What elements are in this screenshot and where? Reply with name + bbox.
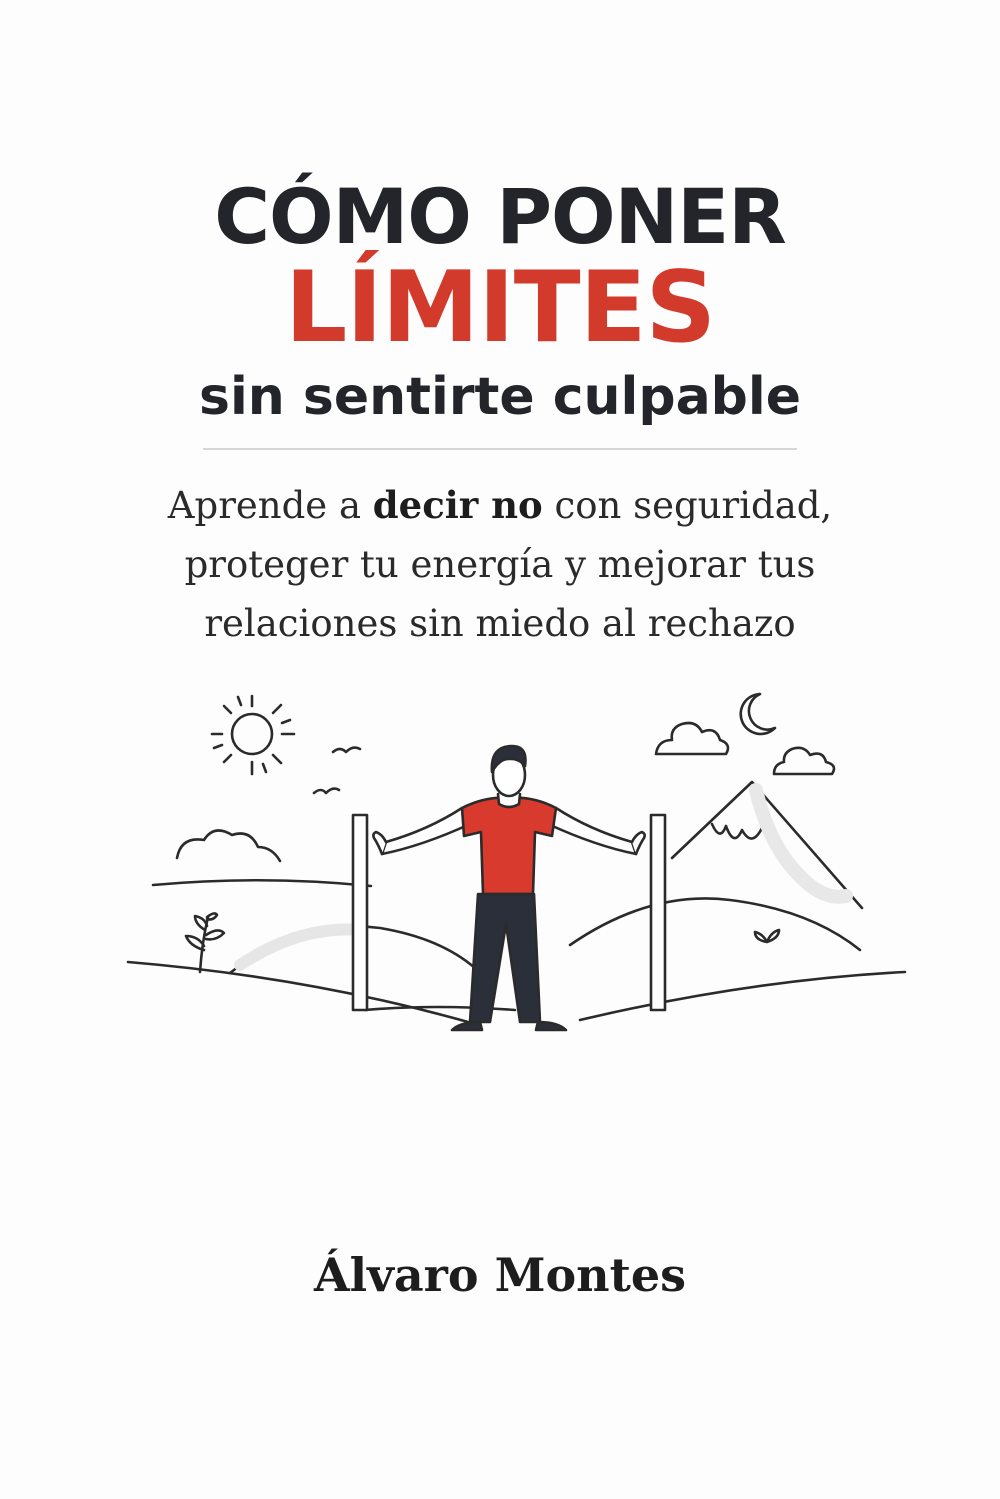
mountain-icon (672, 782, 862, 908)
subtitle-line-3: relaciones sin miedo al rechazo (204, 602, 796, 645)
ground-line-right (580, 972, 905, 1020)
title-line-3: sin sentirte culpable (199, 367, 801, 427)
person-figure (373, 746, 644, 1030)
bird-icon (314, 748, 360, 793)
title-line-2: LÍMITES (284, 251, 716, 365)
subtitle-line-1-pre: Aprende a (167, 484, 373, 527)
subtitle-line-1 (0, 476, 1000, 535)
subtitle (0, 476, 1000, 653)
hill-shade (240, 929, 360, 965)
hill-right (570, 898, 860, 950)
divider (203, 448, 797, 450)
subtitle-emphasis: decir no (372, 483, 543, 527)
cloud-icon (177, 831, 280, 861)
cover-illustration (0, 660, 1000, 1080)
horizon-line (153, 880, 371, 886)
subtitle-line-1-post: con seguridad, (542, 484, 833, 527)
subtitle-line-2: proteger tu energía y mejorar tus (184, 543, 816, 586)
ground-line-left (128, 962, 468, 1022)
author-name: Álvaro Montes (313, 1248, 687, 1302)
cloud-icon (656, 723, 834, 774)
title-line-1: CÓMO PONER (214, 172, 786, 261)
moon-icon (741, 694, 775, 734)
sun-icon (212, 696, 294, 774)
